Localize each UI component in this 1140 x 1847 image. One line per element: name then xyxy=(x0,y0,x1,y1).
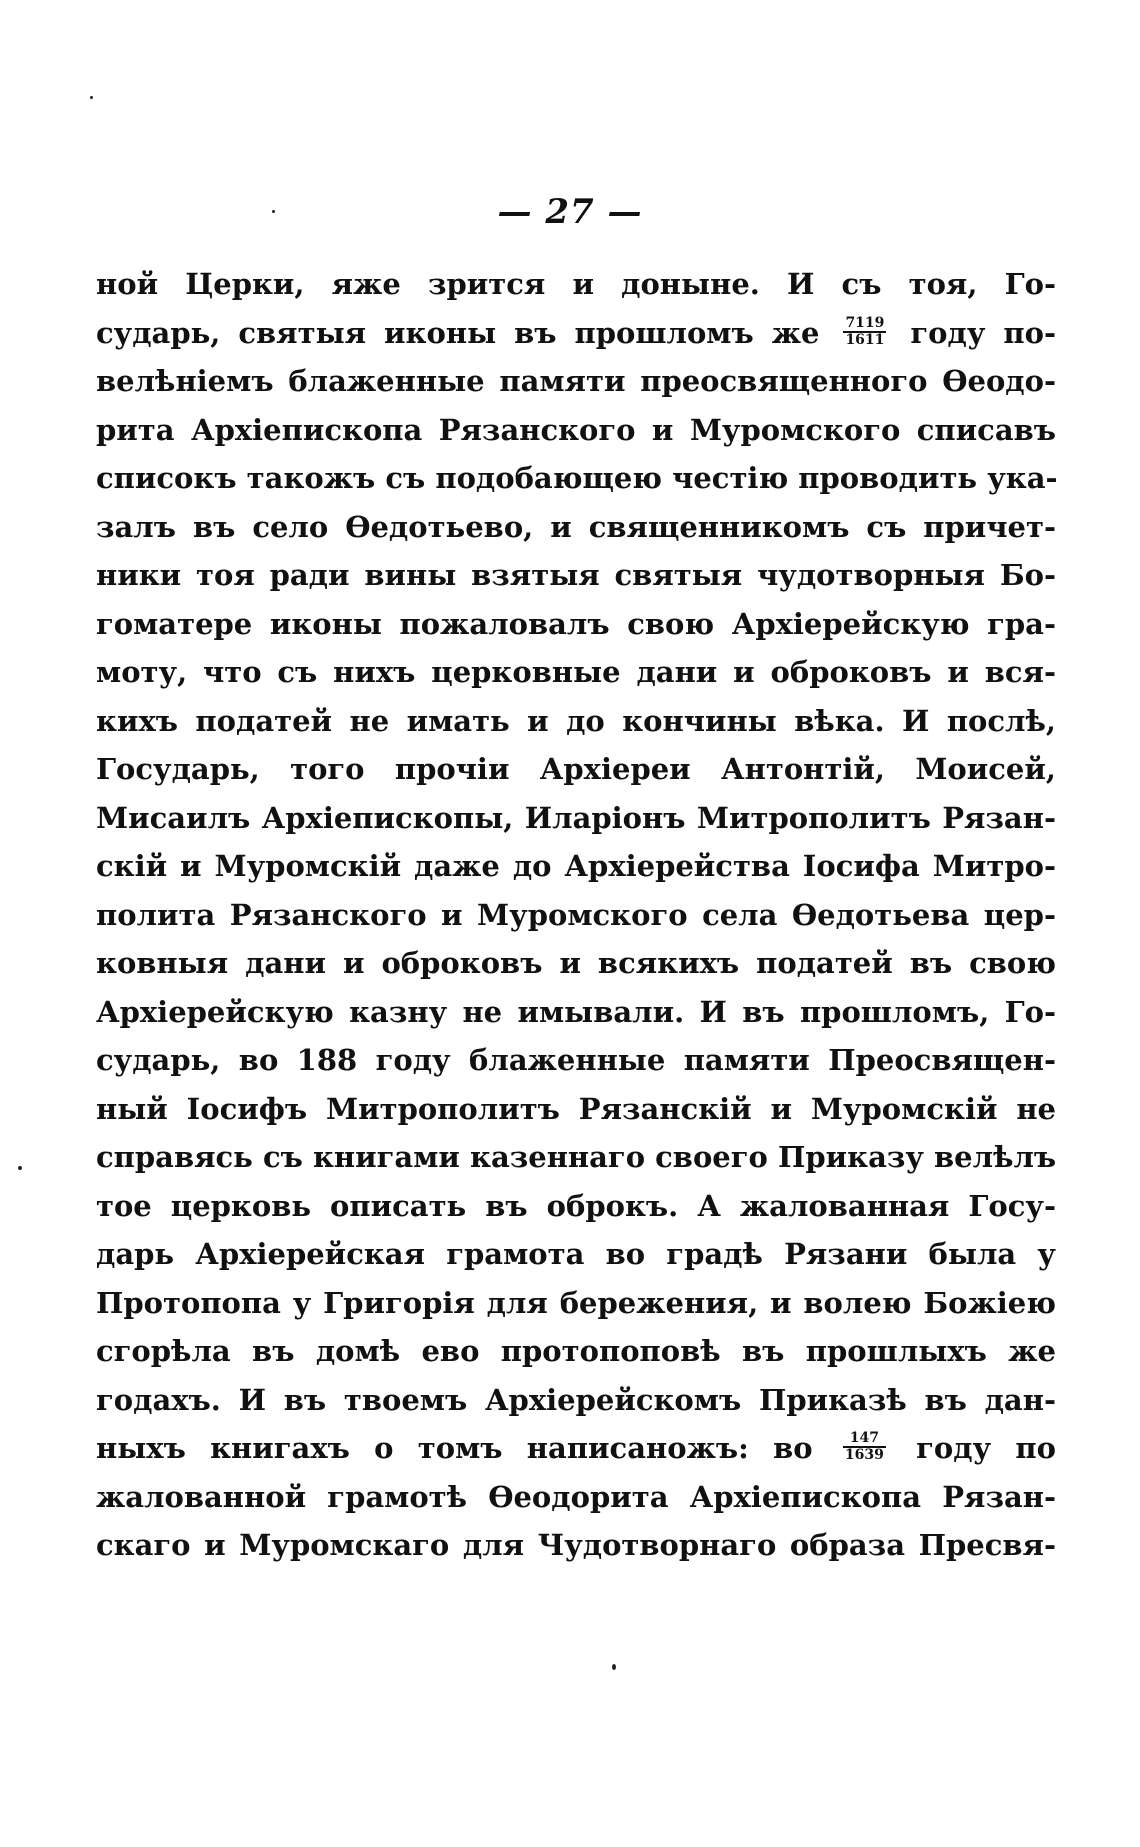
text-line: моту, что съ нихъ церковные дани и оброковъ и вся- xyxy=(96,655,1056,689)
text-line: сударь, во 188 году блаженные памяти Преосвящен- xyxy=(96,1043,1056,1077)
page-number: — 27 — xyxy=(497,192,643,232)
body-text xyxy=(96,260,1056,1570)
text-line: тое церковь описать въ оброкъ. А жалованная Госу- xyxy=(96,1188,1056,1223)
text-line: жалованной грамотѣ Ѳеодорита Архіепископа Рязан- xyxy=(96,1479,1056,1514)
scan-speck xyxy=(18,1166,22,1170)
text-line: скій и Муромскій даже до Архіерейства Іосифа Митро- xyxy=(96,849,1056,883)
text-line: Архіерейскую казну не имывали. И въ прошломъ, Го- xyxy=(96,994,1056,1029)
text-line: справясь съ книгами казеннаго своего Приказу велѣлъ xyxy=(96,1140,1057,1174)
text-line: ной Церки, яже зрится и доныне. И съ тоя, Го- xyxy=(96,267,1056,301)
year-numerator: 7119 xyxy=(845,314,885,331)
text-line: Протопопа у Григорія для бережения, и волею Божіею xyxy=(96,1285,1056,1320)
scan-speck xyxy=(272,210,275,213)
text-line: годахъ. И въ твоемъ Архіерейскомъ Приказѣ въ дан- xyxy=(96,1382,1056,1417)
text-segment: ныхъ книгахъ о томъ написаножъ: во xyxy=(96,1431,813,1465)
text-line: дарь Архіерейская грамота во градѣ Рязани была у xyxy=(96,1237,1056,1271)
text-segment: году по xyxy=(916,1431,1056,1465)
year-denominator: 1639 xyxy=(844,1447,884,1463)
text-line xyxy=(96,309,1056,358)
text-line: залъ въ село Ѳедотьево, и священникомъ съ причет- xyxy=(96,509,1056,544)
text-line: ковныя дани и оброковъ и всякихъ податей въ свою xyxy=(96,946,1056,980)
text-line: рита Архіепископа Рязанского и Муромского списавъ xyxy=(96,412,1056,447)
text-line: полита Рязанского и Муромского села Ѳедотьева цер- xyxy=(96,897,1056,932)
year-fraction xyxy=(843,1431,886,1463)
text-line: Государь, того прочіи Архіереи Антонтій, Моисей, xyxy=(96,752,1056,786)
text-line: списокъ такожъ съ подобающею честію проводить ука- xyxy=(96,461,1058,495)
text-line: велѣніемъ блаженные памяти преосвященного Ѳеодо- xyxy=(96,364,1056,398)
text-line: Мисаилъ Архіепископы, Иларіонъ Митрополитъ Рязан- xyxy=(96,800,1056,835)
text-segment: сударь, святыя иконы въ прошломъ же xyxy=(96,315,820,350)
text-line: ный Іосифъ Митрополитъ Рязанскій и Муромскій не xyxy=(96,1091,1056,1126)
year-numerator: 147 xyxy=(849,1430,879,1446)
year-denominator: 1611 xyxy=(845,331,885,348)
year-fraction xyxy=(843,316,886,348)
scan-speck xyxy=(612,1664,616,1670)
scan-speck xyxy=(90,96,93,99)
text-line: сгорѣла въ домѣ ево протопоповѣ въ прошлыхъ же xyxy=(96,1334,1056,1368)
text-line: ники тоя ради вины взятыя святыя чудотворныя Бо- xyxy=(96,558,1056,592)
text-line: скаго и Муромскаго для Чудотворнаго образа Пресвя- xyxy=(96,1528,1056,1562)
text-segment: году по- xyxy=(910,315,1056,350)
text-line: гоматере иконы пожаловалъ свою Архіерейскую гра- xyxy=(96,606,1056,641)
text-line xyxy=(96,1424,1056,1473)
text-line: кихъ податей не имать и до кончины вѣка. И послѣ, xyxy=(96,703,1056,738)
